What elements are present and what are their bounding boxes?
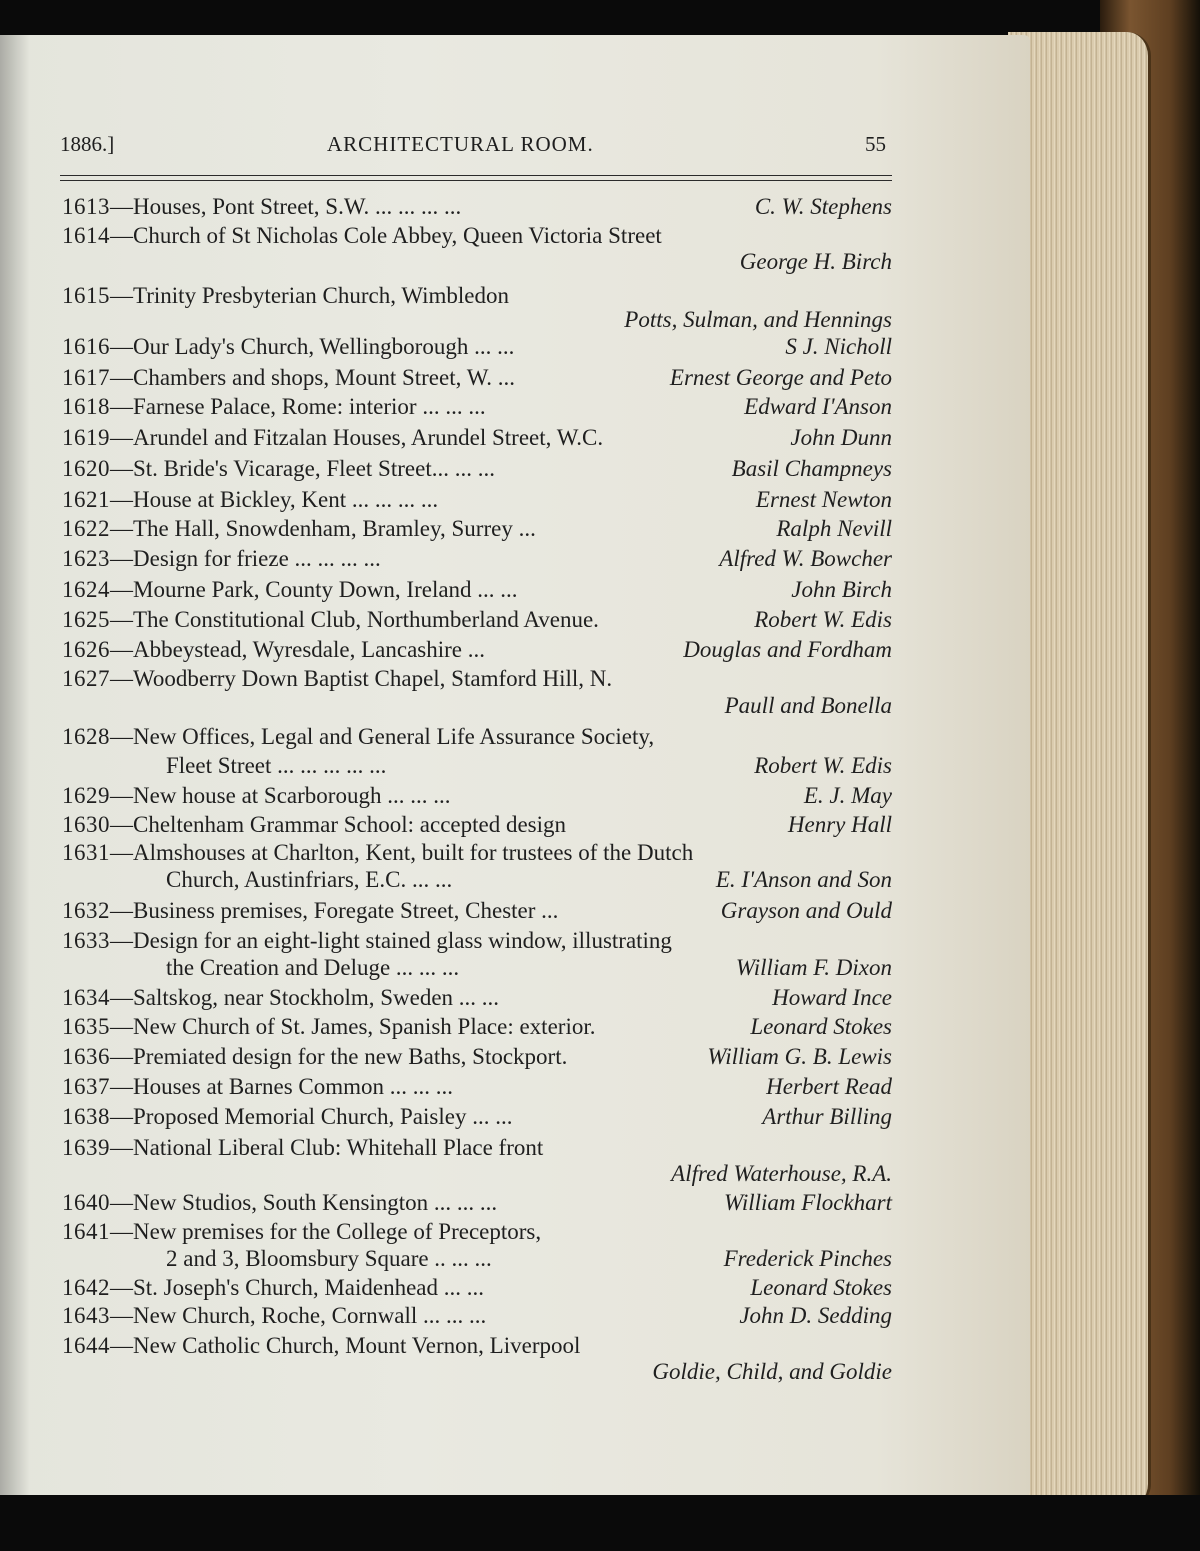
entry-line (62, 1013, 595, 1041)
entry-number: 1634 (62, 985, 110, 1010)
entry-title-continued: Church, Austinfriars, E.C. ... ... (166, 867, 453, 892)
entry-author: Ernest George and Peto (669, 365, 892, 390)
spine-shadow (0, 35, 30, 1497)
entry-dash: — (110, 394, 133, 419)
entry-line (62, 897, 558, 925)
entry-dash: — (110, 283, 133, 308)
entry-number: 1614 (62, 223, 110, 248)
entry-dash: — (110, 456, 133, 481)
entry-title: House at Bickley, Kent ... ... ... ... (133, 487, 439, 512)
entry-title: Premiated design for the new Baths, Stockport. (133, 1044, 568, 1069)
entry-line (62, 424, 603, 452)
entry-line (62, 1134, 543, 1162)
entry-number: 1638 (62, 1104, 110, 1129)
entry-author: Ernest Newton (755, 487, 892, 512)
entry-title: New Offices, Legal and General Life Assurance Society, (133, 724, 655, 749)
entry-dash: — (110, 1303, 133, 1328)
entry-number: 1636 (62, 1044, 110, 1069)
page-number: 55 (865, 132, 886, 156)
entry-author: George H. Birch (739, 249, 892, 274)
entry-line (62, 606, 599, 634)
entry-number: 1637 (62, 1074, 110, 1099)
entry-dash: — (110, 637, 133, 662)
entry-dash: — (110, 724, 133, 749)
entry-title: Design for an eight-light stained glass window, illustrating (133, 928, 672, 953)
entry-line (62, 1302, 486, 1330)
entry-title: Arundel and Fitzalan Houses, Arundel Street, W.C. (133, 425, 604, 450)
entry-author: William Flockhart (723, 1190, 892, 1215)
entry-line (62, 1189, 497, 1217)
entry-number: 1632 (62, 898, 110, 923)
entry-dash: — (110, 1275, 133, 1300)
entry-title: New Church, Roche, Cornwall ... ... ... (133, 1303, 487, 1328)
entry-author: Henry Hall (787, 812, 892, 837)
entry-dash: — (110, 1135, 133, 1160)
entry-number: 1616 (62, 334, 110, 359)
entry-author: Alfred W. Bowcher (719, 546, 892, 571)
entry-title: Saltskog, near Stockholm, Sweden ... ... (133, 985, 500, 1010)
entry-author: Robert W. Edis (754, 607, 892, 632)
entry-dash: — (110, 1044, 133, 1069)
entry-title: Cheltenham Grammar School: accepted design (133, 812, 567, 837)
entry-title: Design for frieze ... ... ... ... (133, 546, 381, 571)
entry-title-continued: 2 and 3, Bloomsbury Square .. ... ... (166, 1246, 492, 1271)
entry-line (62, 782, 450, 810)
entry-number: 1633 (62, 928, 110, 953)
entry-author: Ralph Nevill (776, 516, 892, 541)
entry-line (62, 839, 693, 867)
entry-number: 1631 (62, 840, 110, 865)
entry-number: 1642 (62, 1275, 110, 1300)
entry-line (62, 333, 514, 361)
entry-title: Abbeystead, Wyresdale, Lancashire ... (133, 637, 485, 662)
entry-author: Basil Champneys (731, 456, 892, 481)
background-bottom (0, 1495, 1200, 1551)
entry-dash: — (110, 840, 133, 865)
entry-title: Chambers and shops, Mount Street, W. ... (133, 365, 516, 390)
entry-author: John Birch (791, 577, 892, 602)
entry-number: 1643 (62, 1303, 110, 1328)
header-title: ARCHITECTURAL ROOM. (327, 132, 594, 156)
entry-title-continued: Fleet Street ... ... ... ... ... (166, 753, 387, 778)
entry-author: Leonard Stokes (750, 1014, 892, 1039)
entry-number: 1644 (62, 1333, 110, 1358)
entry-title: New premises for the College of Preceptors, (133, 1219, 542, 1244)
entry-dash: — (110, 1190, 133, 1215)
entry-title: Almshouses at Charlton, Kent, built for trustees of the Dutch (133, 840, 694, 865)
entry-line (62, 393, 486, 421)
entry-number: 1620 (62, 456, 110, 481)
entry-author: Douglas and Fordham (683, 637, 892, 662)
book-page (0, 35, 1030, 1497)
entry-author: S J. Nicholl (785, 334, 892, 359)
entry-dash: — (110, 985, 133, 1010)
entry-title: Mourne Park, County Down, Ireland ... ... (133, 577, 518, 602)
entry-number: 1621 (62, 487, 110, 512)
entry-dash: — (110, 1104, 133, 1129)
entry-line (62, 545, 381, 573)
entry-line (62, 1073, 453, 1101)
entry-title: St. Bride's Vicarage, Fleet Street... ... ... (133, 456, 495, 481)
entry-author: John Dunn (790, 425, 892, 450)
entry-line (62, 1274, 484, 1302)
entry-line (62, 1043, 567, 1071)
entry-title: New Studios, South Kensington ... ... ... (133, 1190, 498, 1215)
catalogue-entries (0, 35, 1030, 1497)
entry-dash: — (110, 365, 133, 390)
entry-number: 1640 (62, 1190, 110, 1215)
entry-dash: — (110, 577, 133, 602)
entry-line (62, 515, 536, 543)
entry-number: 1618 (62, 394, 110, 419)
entry-line (62, 1218, 541, 1246)
entry-dash: — (110, 1014, 133, 1039)
entry-author: William F. Dixon (735, 955, 892, 980)
entry-author: Frederick Pinches (723, 1246, 892, 1271)
entry-number: 1628 (62, 724, 110, 749)
entry-title: New house at Scarborough ... ... ... (133, 783, 451, 808)
header-year: 1886.] (60, 132, 115, 156)
entry-line (62, 455, 495, 483)
entry-dash: — (110, 607, 133, 632)
entry-author: Goldie, Child, and Goldie (652, 1359, 892, 1384)
entry-line (62, 576, 518, 604)
entry-author: William G. B. Lewis (707, 1044, 892, 1069)
entry-line (62, 927, 672, 955)
entry-title: Our Lady's Church, Wellingborough ... ... (133, 334, 515, 359)
entry-number: 1613 (62, 194, 110, 219)
entry-title: St. Joseph's Church, Maidenhead ... ... (133, 1275, 485, 1300)
entry-dash: — (110, 546, 133, 571)
entry-line (62, 723, 654, 751)
entry-dash: — (110, 194, 133, 219)
entry-author: Arthur Billing (762, 1104, 892, 1129)
entry-dash: — (110, 1074, 133, 1099)
entry-number: 1617 (62, 365, 110, 390)
entry-dash: — (110, 812, 133, 837)
entry-title: Woodberry Down Baptist Chapel, Stamford Hill, N. (133, 666, 613, 691)
entry-line (62, 486, 438, 514)
entry-line (62, 222, 662, 250)
entry-dash: — (110, 1219, 133, 1244)
entry-title: The Hall, Snowdenham, Bramley, Surrey ... (133, 516, 536, 541)
entry-author: John D. Sedding (739, 1303, 892, 1328)
entry-line (62, 665, 612, 693)
entry-author: Potts, Sulman, and Hennings (624, 307, 892, 332)
entry-line (62, 811, 566, 839)
entry-title: Proposed Memorial Church, Paisley ... ... (133, 1104, 513, 1129)
entry-number: 1630 (62, 812, 110, 837)
entry-number: 1622 (62, 516, 110, 541)
entry-title: The Constitutional Club, Northumberland Avenue. (133, 607, 599, 632)
entry-title: Church of St Nicholas Cole Abbey, Queen Victoria Street (133, 223, 662, 248)
entry-dash: — (110, 516, 133, 541)
header-rule-double (60, 180, 892, 181)
entry-author: Paull and Bonella (724, 693, 892, 718)
entry-dash: — (110, 487, 133, 512)
entry-title: Trinity Presbyterian Church, Wimbledon (133, 283, 509, 308)
entry-title: New Church of St. James, Spanish Place: exterior. (133, 1014, 596, 1039)
entry-dash: — (110, 928, 133, 953)
entry-author: E. J. May (803, 783, 892, 808)
entry-author: Alfred Waterhouse, R.A. (671, 1161, 892, 1186)
entry-title: Business premises, Foregate Street, Chester ... (133, 898, 559, 923)
entry-dash: — (110, 334, 133, 359)
entry-author: Robert W. Edis (754, 753, 892, 778)
entry-dash: — (110, 425, 133, 450)
entry-number: 1641 (62, 1219, 110, 1244)
entry-line (62, 193, 461, 221)
entry-title: Houses, Pont Street, S.W. ... ... ... ... (133, 194, 462, 219)
entry-number: 1639 (62, 1135, 110, 1160)
entry-dash: — (110, 1333, 133, 1358)
entry-title: Farnese Palace, Rome: interior ... ... ... (133, 394, 486, 419)
entry-author: Edward I'Anson (744, 394, 892, 419)
entry-number: 1626 (62, 637, 110, 662)
entry-number: 1623 (62, 546, 110, 571)
running-header (0, 132, 1030, 162)
entry-line (62, 282, 509, 310)
entry-number: 1619 (62, 425, 110, 450)
entry-line (62, 984, 499, 1012)
entry-line (62, 1103, 512, 1131)
entry-author: Howard Ince (772, 985, 892, 1010)
entry-author: Leonard Stokes (750, 1275, 892, 1300)
entry-title-continued: the Creation and Deluge ... ... ... (166, 955, 460, 980)
entry-dash: — (110, 666, 133, 691)
entry-dash: — (110, 783, 133, 808)
entry-dash: — (110, 223, 133, 248)
entry-author: Grayson and Ould (720, 898, 892, 923)
entry-number: 1625 (62, 607, 110, 632)
entry-author: Herbert Read (766, 1074, 892, 1099)
entry-number: 1629 (62, 783, 110, 808)
entry-dash: — (110, 898, 133, 923)
entry-number: 1635 (62, 1014, 110, 1039)
entry-title: Houses at Barnes Common ... ... ... (133, 1074, 454, 1099)
entry-line (62, 1332, 580, 1360)
entry-number: 1627 (62, 666, 110, 691)
entry-number: 1615 (62, 283, 110, 308)
entry-author: E. I'Anson and Son (715, 867, 892, 892)
entry-line (62, 636, 485, 664)
entry-title: National Liberal Club: Whitehall Place front (133, 1135, 544, 1160)
entry-number: 1624 (62, 577, 110, 602)
entry-title: New Catholic Church, Mount Vernon, Liverpool (133, 1333, 581, 1358)
entry-author: C. W. Stephens (754, 194, 892, 219)
header-rule (60, 175, 892, 176)
entry-line (62, 364, 515, 392)
